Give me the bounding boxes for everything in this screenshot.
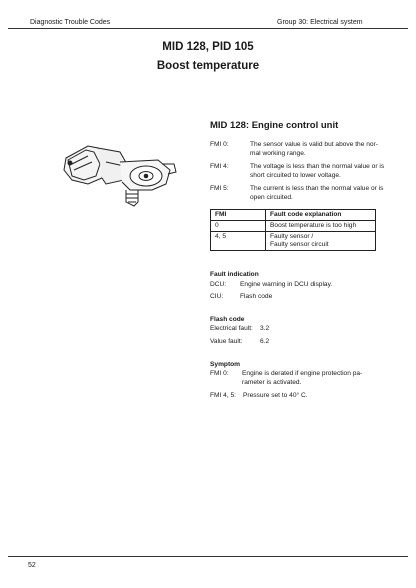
header-rule bbox=[8, 28, 408, 29]
item-value: Flash code bbox=[240, 293, 273, 300]
item-label: Electrical fault: bbox=[210, 325, 253, 332]
item-label: CIU: bbox=[210, 293, 224, 300]
page-number: 52 bbox=[28, 562, 36, 569]
item-value: Pressure set to 40° C. bbox=[243, 392, 308, 399]
fmi-description-4 bbox=[210, 163, 386, 181]
item-label: FMI 0: bbox=[210, 370, 229, 377]
page-subtitle: Boost temperature bbox=[156, 60, 260, 72]
table-cell: Boost temperature is too high bbox=[266, 221, 376, 232]
fmi-text: The sensor value is valid but above the nor-mal working range. bbox=[250, 141, 378, 157]
fmi-code: FMI 4: bbox=[210, 163, 229, 170]
flash-code-value bbox=[210, 338, 386, 347]
item-label: Value fault: bbox=[210, 338, 243, 345]
symptom-fmi-4-5 bbox=[210, 392, 386, 401]
table-cell: 0 bbox=[211, 221, 266, 232]
item-value: Engine warning in DCU display. bbox=[240, 281, 333, 288]
fmi-description-0 bbox=[210, 141, 386, 159]
page-title: MID 128, PID 105 bbox=[162, 41, 254, 53]
item-value: 3.2 bbox=[260, 325, 270, 332]
section-title: MID 128: Engine control unit bbox=[210, 120, 339, 131]
fmi-text: The voltage is less than the normal value or is short circuited to lower voltage. bbox=[250, 163, 385, 179]
table-row bbox=[211, 221, 376, 232]
item-label: DCU: bbox=[210, 281, 227, 288]
fault-indication-ciu bbox=[210, 293, 386, 302]
fmi-code: FMI 5: bbox=[210, 185, 229, 192]
header-left: Diagnostic Trouble Codes bbox=[30, 19, 111, 26]
header-right: Group 30: Electrical system bbox=[277, 19, 363, 26]
fault-indication-dcu bbox=[210, 281, 386, 290]
item-value: Engine is derated if engine protection pa-rameter is activated. bbox=[242, 370, 363, 386]
fmi-code: FMI 0: bbox=[210, 141, 229, 148]
table-cell: Faulty sensor / Faulty sensor circuit bbox=[266, 232, 376, 251]
fmi-text: The current is less than the normal value or is open circuited. bbox=[250, 185, 384, 201]
symptom-title: Symptom bbox=[210, 361, 241, 368]
fault-code-table bbox=[210, 209, 376, 251]
flash-code-title: Flash code bbox=[210, 316, 245, 323]
footer-rule bbox=[8, 556, 408, 557]
table-header-explanation: Fault code explanation bbox=[266, 210, 376, 221]
fault-indication-title: Fault indication bbox=[210, 271, 259, 278]
flash-code-electrical bbox=[210, 325, 386, 334]
symptom-fmi-0 bbox=[210, 370, 386, 388]
fmi-description-5 bbox=[210, 185, 386, 203]
boost-temperature-sensor-illustration bbox=[58, 140, 178, 212]
item-label: FMI 4, 5: bbox=[210, 392, 237, 399]
table-header-fmi: FMI bbox=[211, 210, 266, 221]
table-cell: 4, 5 bbox=[211, 232, 266, 251]
item-value: 6.2 bbox=[260, 338, 270, 345]
table-header-row bbox=[211, 210, 376, 221]
table-row bbox=[211, 232, 376, 251]
